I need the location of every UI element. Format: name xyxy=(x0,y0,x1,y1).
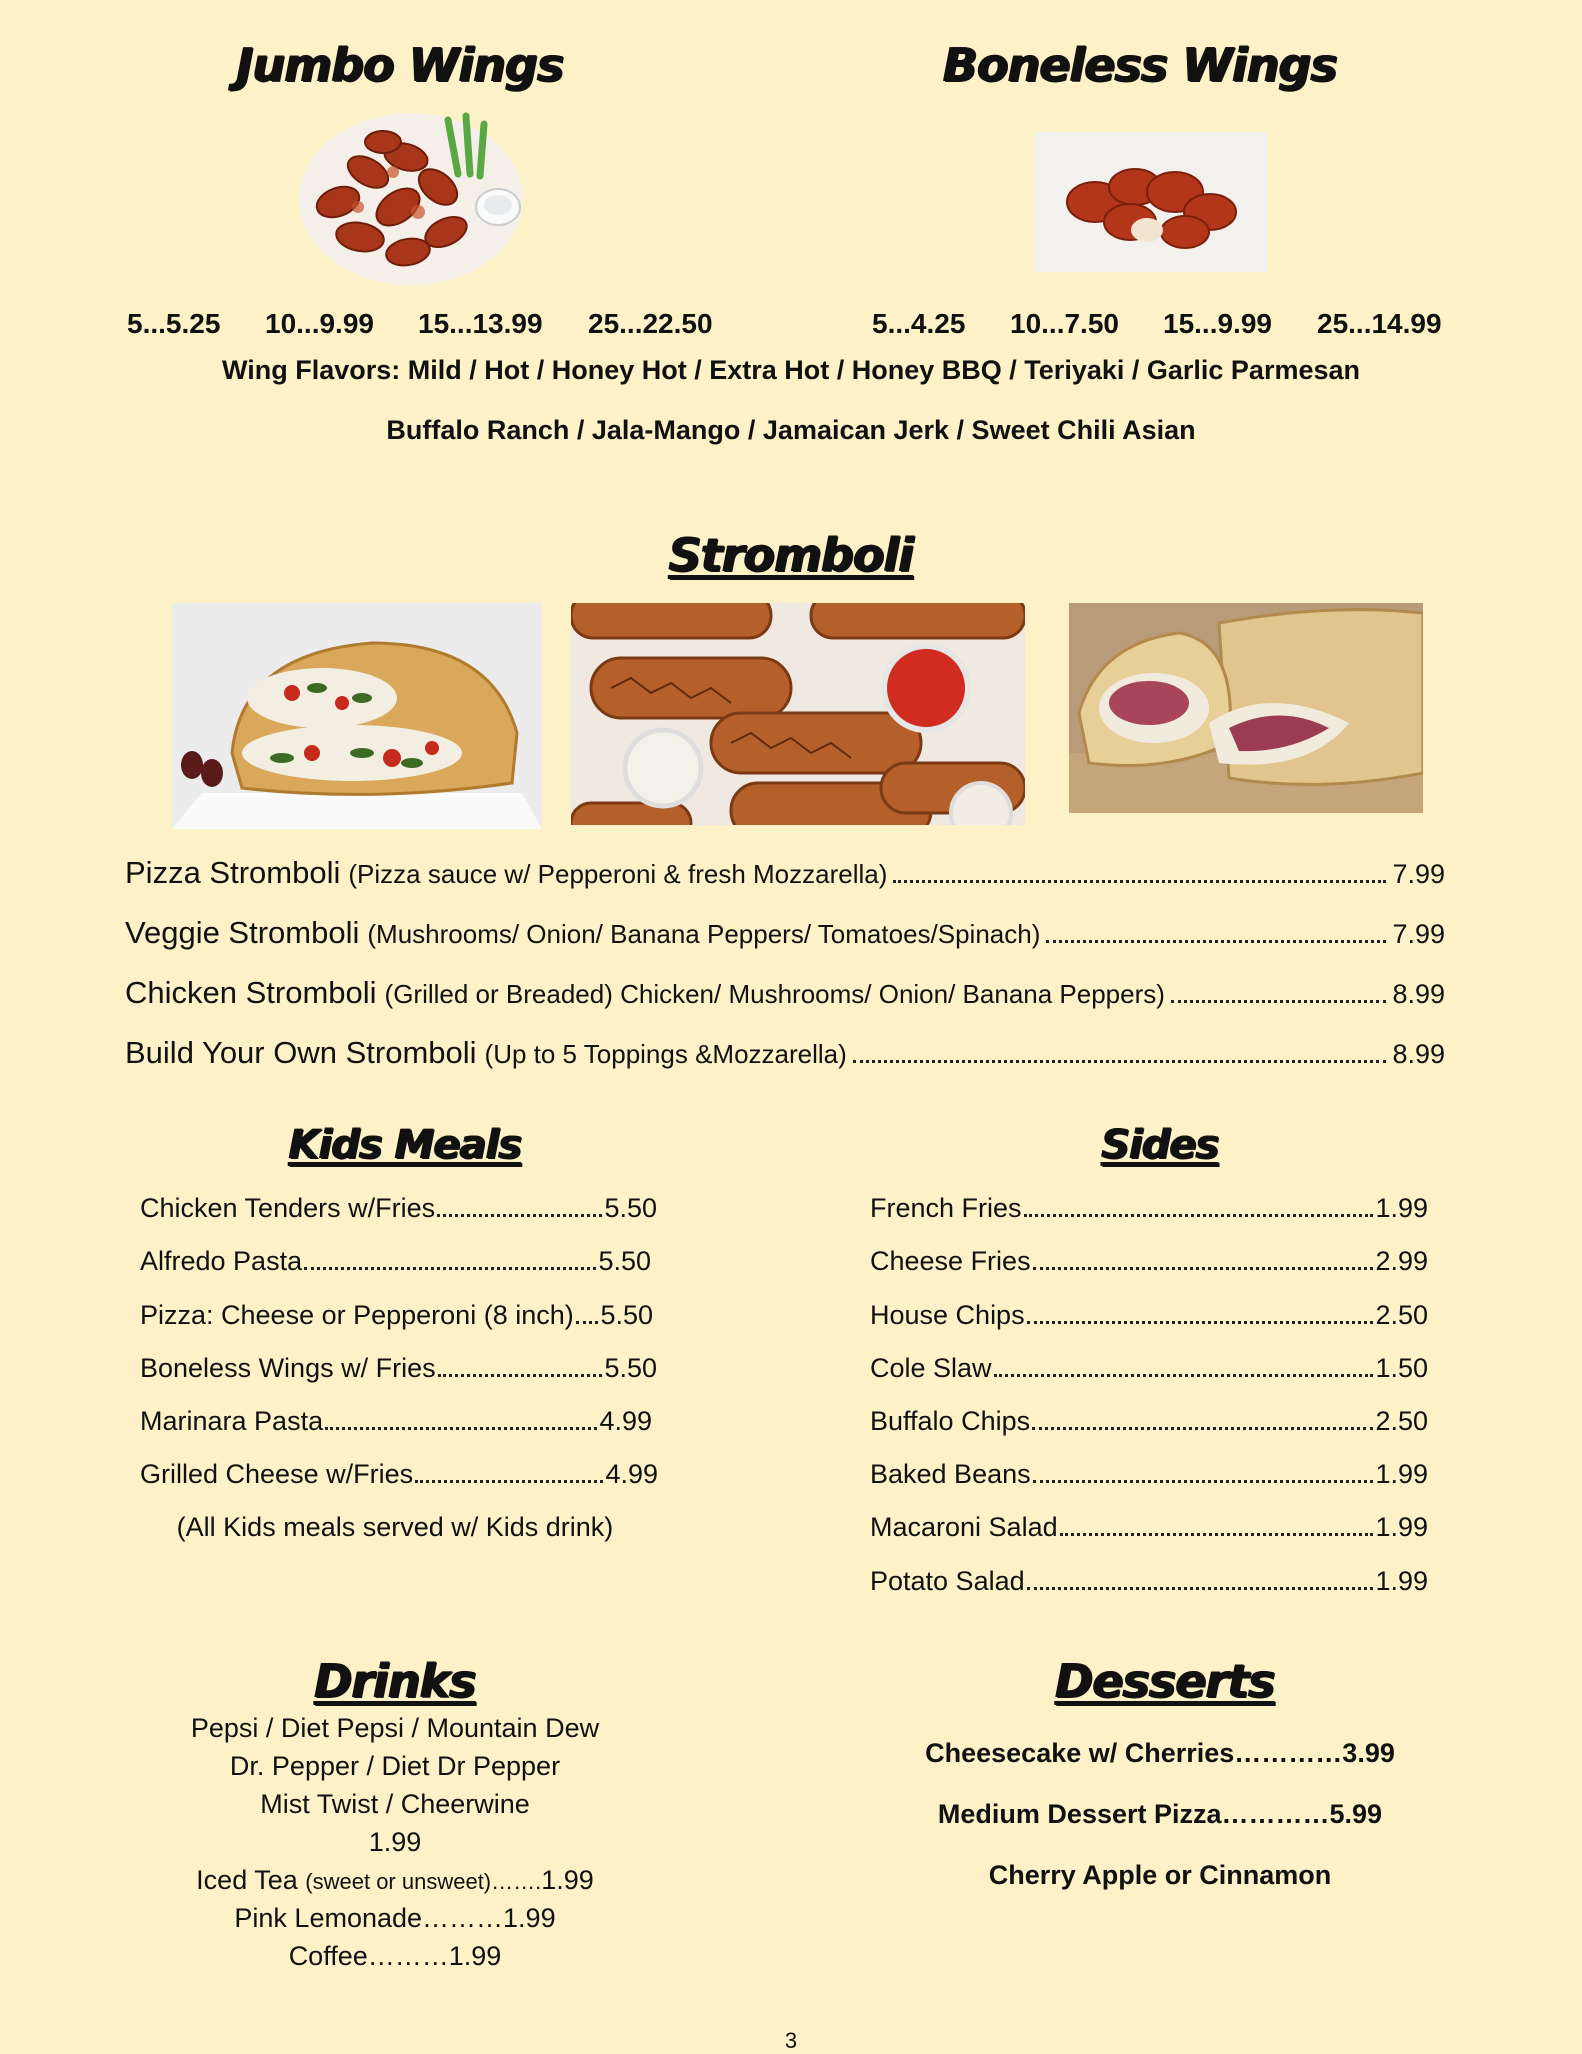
side-item xyxy=(870,1246,1428,1277)
item-name: Baked Beans xyxy=(870,1459,1031,1489)
dessert-flavors: Cherry Apple or Cinnamon xyxy=(988,1860,1332,1890)
dessert-item: Medium Dessert Pizza…………5.99 xyxy=(937,1799,1383,1829)
price-tier: 25...14.99 xyxy=(1317,308,1442,339)
kids-meal-item xyxy=(140,1353,657,1384)
item-name: Chicken Stromboli xyxy=(125,975,377,1010)
item-name: Chicken Tenders w/Fries xyxy=(140,1193,436,1223)
item-price: 2.50 xyxy=(1375,1300,1428,1330)
leader-dots xyxy=(438,1374,603,1377)
price-tier: 15...13.99 xyxy=(418,308,543,339)
stromboli-item xyxy=(125,1035,1445,1071)
page-number: 3 xyxy=(784,2028,798,2053)
desserts-title: Desserts xyxy=(1055,1654,1275,1708)
stromboli-photo-reuben xyxy=(1069,603,1423,813)
price-tier: 15...9.99 xyxy=(1163,308,1272,339)
item-name: Buffalo Chips xyxy=(870,1406,1031,1436)
leader-dots xyxy=(1171,1000,1387,1003)
stromboli-item xyxy=(125,855,1445,891)
item-price: 2.50 xyxy=(1375,1406,1428,1436)
jumbo-wings-photo xyxy=(298,112,524,286)
leader-dots xyxy=(1033,1267,1374,1270)
kids-meals-note: (All Kids meals served w/ Kids drink) xyxy=(176,1512,614,1542)
item-name: Potato Salad xyxy=(870,1566,1025,1596)
item-name: Veggie Stromboli xyxy=(125,915,360,950)
iced-tea-price: 1.99 xyxy=(541,1865,594,1895)
item-price: 5.50 xyxy=(598,1246,651,1276)
item-description: (Mushrooms/ Onion/ Banana Peppers/ Tomatoes/Spinach) xyxy=(367,919,1041,949)
kids-meal-item xyxy=(140,1459,658,1490)
item-price: 1.99 xyxy=(1375,1512,1428,1542)
leader-dots xyxy=(304,1267,596,1270)
item-price: 1.99 xyxy=(1375,1566,1428,1596)
leader-dots xyxy=(1033,1480,1374,1483)
jumbo-wings-title: Jumbo Wings xyxy=(236,38,564,92)
leader-dots xyxy=(325,1427,597,1430)
price-tier: 5...5.25 xyxy=(127,308,221,339)
item-price: 5.50 xyxy=(600,1300,653,1330)
iced-tea-label: Iced Tea xyxy=(196,1865,298,1895)
leader-dots xyxy=(994,1374,1374,1377)
item-price: 5.50 xyxy=(604,1193,657,1223)
price-tier: 5...4.25 xyxy=(872,308,966,339)
item-description: (Pizza sauce w/ Pepperoni & fresh Mozzarella) xyxy=(348,859,888,889)
boneless-wings-prices xyxy=(0,308,1582,344)
leader-dots xyxy=(415,1480,603,1483)
item-price: 2.99 xyxy=(1375,1246,1428,1276)
iced-tea-note: (sweet or unsweet)……. xyxy=(305,1869,542,1894)
item-name: Cole Slaw xyxy=(870,1353,992,1383)
side-item xyxy=(870,1353,1428,1384)
kids-meal-item xyxy=(140,1300,653,1331)
stromboli-item xyxy=(125,975,1445,1011)
pink-lemonade-line: Pink Lemonade………1.99 xyxy=(234,1903,556,1933)
item-name: Build Your Own Stromboli xyxy=(125,1035,477,1070)
item-name: Grilled Cheese w/Fries xyxy=(140,1459,414,1489)
item-name: House Chips xyxy=(870,1300,1025,1330)
drinks-price: 1.99 xyxy=(368,1827,422,1857)
leader-dots xyxy=(437,1214,602,1217)
item-price: 8.99 xyxy=(1392,979,1445,1009)
item-price: 4.99 xyxy=(599,1406,652,1436)
item-price: 1.99 xyxy=(1375,1193,1428,1223)
side-item xyxy=(870,1512,1428,1543)
item-name: French Fries xyxy=(870,1193,1022,1223)
drinks-line: Pepsi / Diet Pepsi / Mountain Dew xyxy=(190,1713,600,1743)
item-name: Macaroni Salad xyxy=(870,1512,1058,1542)
boneless-wings-photo xyxy=(1035,132,1267,272)
kids-meal-item xyxy=(140,1406,652,1437)
dessert-item: Cheesecake w/ Cherries…………3.99 xyxy=(925,1738,1395,1768)
wing-flavors-line-1: Wing Flavors: Mild / Hot / Honey Hot / Extra Hot / Honey BBQ / Teriyaki / Garlic Parmesan xyxy=(222,355,1360,385)
kids-meal-item xyxy=(140,1246,651,1277)
stromboli-photo-spinach xyxy=(172,603,542,829)
leader-dots xyxy=(1024,1214,1374,1217)
item-price: 5.50 xyxy=(604,1353,657,1383)
side-item xyxy=(870,1300,1428,1331)
drinks-line: Dr. Pepper / Diet Dr Pepper xyxy=(229,1751,561,1781)
item-name: Marinara Pasta xyxy=(140,1406,324,1436)
item-description: (Grilled or Breaded) Chicken/ Mushrooms/ Onion/ Banana Peppers) xyxy=(384,979,1165,1009)
kids-meals-title: Kids Meals xyxy=(288,1122,522,1168)
stromboli-photo-platter xyxy=(571,603,1025,825)
side-item xyxy=(870,1566,1428,1597)
side-item xyxy=(870,1193,1428,1224)
leader-dots xyxy=(893,880,1386,883)
item-price: 4.99 xyxy=(605,1459,658,1489)
leader-dots xyxy=(1060,1533,1374,1536)
sides-title: Sides xyxy=(1101,1122,1219,1168)
side-item xyxy=(870,1459,1428,1490)
stromboli-item xyxy=(125,915,1445,951)
leader-dots xyxy=(576,1321,599,1324)
side-item xyxy=(870,1406,1428,1437)
item-name: Alfredo Pasta xyxy=(140,1246,303,1276)
price-tier: 25...22.50 xyxy=(588,308,713,339)
item-description: (Up to 5 Toppings &Mozzarella) xyxy=(484,1039,847,1069)
leader-dots xyxy=(1032,1427,1373,1430)
iced-tea-line xyxy=(100,1865,690,1896)
item-price: 1.99 xyxy=(1375,1459,1428,1489)
leader-dots xyxy=(1027,1321,1374,1324)
price-tier: 10...7.50 xyxy=(1010,308,1119,339)
leader-dots xyxy=(1046,940,1386,943)
item-name: Boneless Wings w/ Fries xyxy=(140,1353,436,1383)
price-tier: 10...9.99 xyxy=(265,308,374,339)
leader-dots xyxy=(1027,1587,1374,1590)
item-price: 1.50 xyxy=(1375,1353,1428,1383)
wing-flavors-line-2: Buffalo Ranch / Jala-Mango / Jamaican Jerk / Sweet Chili Asian xyxy=(386,415,1196,445)
item-name: Cheese Fries xyxy=(870,1246,1031,1276)
item-name: Pizza: Cheese or Pepperoni (8 inch) xyxy=(140,1300,574,1330)
item-price: 8.99 xyxy=(1392,1039,1445,1069)
kids-meal-item xyxy=(140,1193,657,1224)
item-price: 7.99 xyxy=(1392,859,1445,889)
item-price: 7.99 xyxy=(1392,919,1445,949)
coffee-line: Coffee………1.99 xyxy=(288,1941,502,1971)
drinks-title: Drinks xyxy=(314,1654,476,1708)
boneless-wings-title: Boneless Wings xyxy=(943,38,1337,92)
stromboli-title: Stromboli xyxy=(668,528,914,582)
item-name: Pizza Stromboli xyxy=(125,855,341,890)
drinks-line: Mist Twist / Cheerwine xyxy=(260,1789,530,1819)
leader-dots xyxy=(853,1060,1387,1063)
